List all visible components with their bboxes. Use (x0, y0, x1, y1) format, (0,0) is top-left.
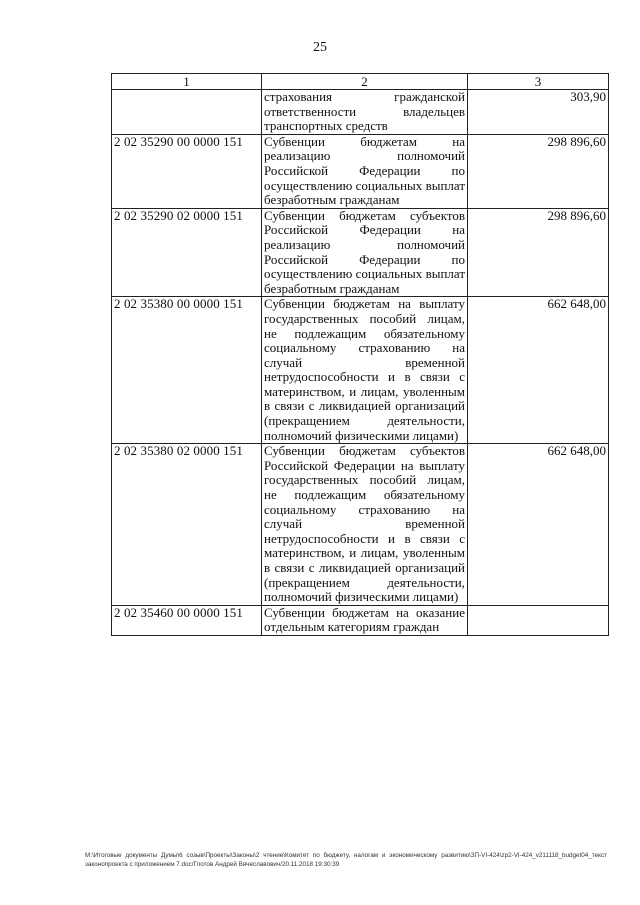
row-code: 2 02 35380 00 0000 151 (112, 297, 262, 444)
row-amount: 662 648,00 (468, 444, 609, 606)
document-path-footer: M:\Итоговые документы Думы\6 созыв\Проекты\Законы\2 чтение\Комитет по бюджету, налогам и экономическому развитию\ЗП-VI-424\zp2-VI-424_v211118_budget04_текст законопроекта с приложением 7.doc/Глотов Андрей Вячеславович/20.11.2018 19:30:39 (85, 852, 607, 868)
row-amount: 303,90 (468, 90, 609, 135)
row-description: Субвенции бюджетам субъектов Российской Федерации на выплату государственных пособий лицам, не подлежащим обязательному социальному страхованию на случай временной нетрудоспособности и в связи с материнством, и лицам, уволенным в связи с ликвидацией организаций (прекращением деятельности, полномочий физическими лицами) (262, 444, 468, 606)
column-header-1: 1 (112, 74, 262, 90)
table-row (112, 297, 609, 444)
row-code: 2 02 35460 00 0000 151 (112, 605, 262, 635)
table-row (112, 605, 609, 635)
row-description: Субвенции бюджетам субъектов Российской Федерации на реализацию полномочий Российской Федерации по осуществлению социальных выплат безработным гражданам (262, 208, 468, 297)
table-row (112, 208, 609, 297)
row-code: 2 02 35290 00 0000 151 (112, 134, 262, 208)
row-description: Субвенции бюджетам на выплату государственных пособий лицам, не подлежащим обязательному социальному страхованию на случай временной нетрудоспособности и в связи с материнством, и лицам, уволенным в связи с ликвидацией организаций (прекращением деятельности, полномочий физическими лицами) (262, 297, 468, 444)
row-code (112, 90, 262, 135)
row-description: Субвенции бюджетам на реализацию полномочий Российской Федерации по осуществлению социальных выплат безработным гражданам (262, 134, 468, 208)
table-header-row (112, 74, 609, 90)
row-amount: 298 896,60 (468, 134, 609, 208)
column-header-3: 3 (468, 74, 609, 90)
row-amount: 298 896,60 (468, 208, 609, 297)
page-number: 25 (313, 40, 327, 55)
row-amount: 662 648,00 (468, 297, 609, 444)
table-row (112, 134, 609, 208)
table-row (112, 90, 609, 135)
column-header-2: 2 (262, 74, 468, 90)
row-code: 2 02 35290 02 0000 151 (112, 208, 262, 297)
row-description: Субвенции бюджетам на оказание отдельным категориям граждан (262, 605, 468, 635)
row-amount (468, 605, 609, 635)
row-code: 2 02 35380 02 0000 151 (112, 444, 262, 606)
budget-table (111, 73, 609, 636)
table-row (112, 444, 609, 606)
row-description: страхования гражданской ответственности владельцев транспортных средств (262, 90, 468, 135)
